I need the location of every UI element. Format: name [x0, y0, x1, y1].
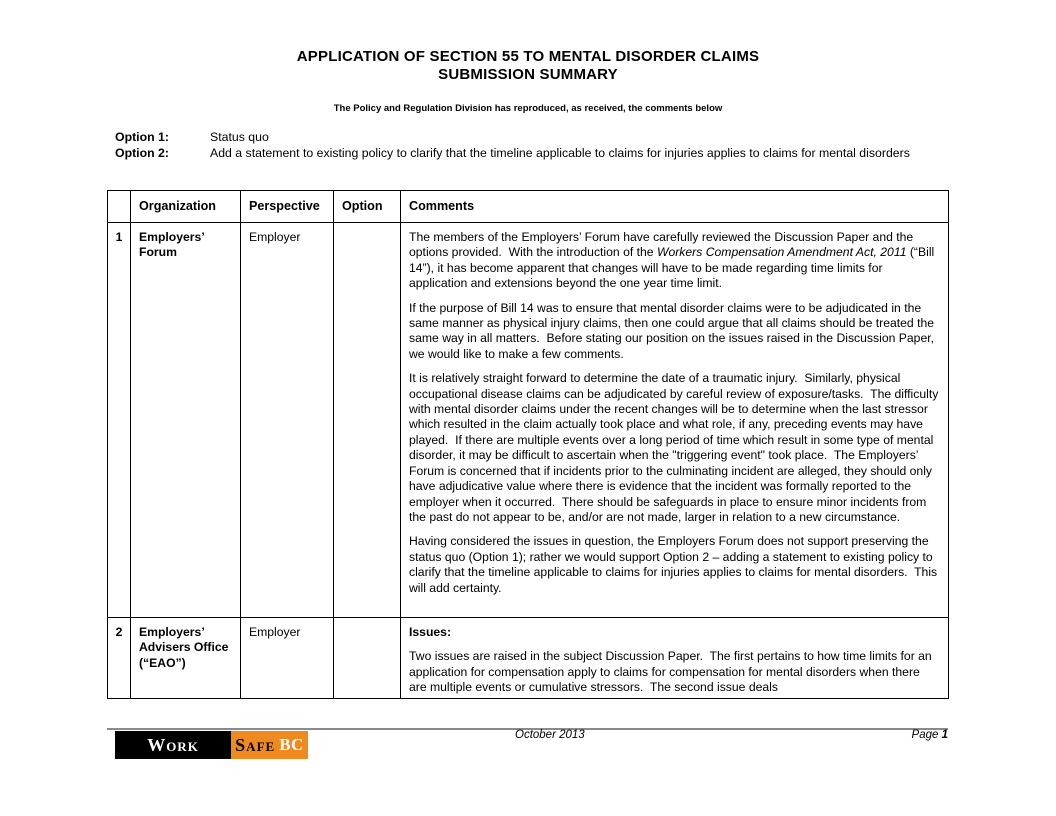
option-label: Option 2:: [115, 146, 169, 160]
table-header: [108, 191, 949, 223]
perspective-cell: Employer: [241, 618, 334, 699]
table-body: [108, 223, 949, 699]
option-row-1: [115, 129, 925, 145]
comments-cell: [401, 618, 949, 699]
comments-cell: [401, 223, 949, 618]
option-text: Add a statement to existing policy to clarify that the timeline applicable to claims for injuries applies to claims for mental disorders: [210, 146, 910, 160]
comment-paragraph: Having considered the issues in question, the Employers Forum does not support preserving the status quo (Option 1); rather we would support Option 2 – adding a statement to existing policy to clarify that the timeline applicable to claims for injuries applies to claims for mental disorders. This will add certainty.: [409, 534, 941, 595]
column-header-organization: Organization: [131, 191, 241, 223]
comment-paragraph: It is relatively straight forward to determine the date of a traumatic injury. Similarly, physical occupational disease claims can be adjudicated by careful review of exposure/tasks. The difficulty with mental disorder claims under the recent changes will be to determine when the last stressor which resulted in the claim actually took place and what role, if any, preceding events may have played. If there are multiple events over a long period of time which result in some type of mental disorder, it may be difficult to ascertain when the "triggering event" took place. The Employers’ Forum is concerned that if incidents prior to the culminating incident are alleged, they should only have adjudicative value where there is evidence that the incident was formally reported to the employer when it occurred. There should be safeguards in place to ensure minor incidents from the past do not appear to be, and/or are not made, larger in relation to a new circumstance.: [409, 371, 942, 524]
option-row-2: [115, 145, 925, 161]
column-header-num: [108, 191, 131, 223]
logo-work-text: Work: [147, 734, 199, 755]
document-subtitle: The Policy and Regulation Division has reproduced, as received, the comments below: [333, 103, 723, 114]
submission-summary-table: [107, 190, 949, 699]
column-header-comments: Comments: [401, 191, 949, 223]
column-header-option: Option: [334, 191, 401, 223]
worksafebc-logo: [115, 731, 308, 759]
page-label: Page: [911, 729, 939, 741]
table-row: [108, 223, 949, 618]
footer-page-number: [912, 729, 948, 741]
table-header-row: [108, 191, 949, 223]
title-line-1: APPLICATION OF SECTION 55 TO MENTAL DISORDER CLAIMS: [296, 48, 760, 65]
organization-cell: Employers’ Forum: [131, 223, 241, 618]
organization-cell: Employers’ Advisers Office (“EAO”): [131, 618, 241, 699]
option-cell: [334, 223, 401, 618]
option-cell: [334, 618, 401, 699]
logo-safebc-segment: [231, 731, 308, 759]
perspective-cell: Employer: [241, 223, 334, 618]
title-line-2: SUBMISSION SUMMARY: [438, 65, 618, 83]
comment-paragraph: Two issues are raised in the subject Discussion Paper. The first pertains to how time limits for an application for compensation apply to claims for compensation for mental disorders when there are multiple events or cumulative stressors. The second issue deals: [409, 649, 936, 695]
options-list: [115, 129, 925, 161]
logo-work-segment: [115, 731, 231, 759]
page-number: 1: [941, 729, 948, 741]
option-text: Status quo: [210, 130, 269, 144]
row-number: 1: [108, 223, 131, 618]
comment-paragraph: The members of the Employers’ Forum have carefully reviewed the Discussion Paper and the options provided. With the introduction of the Workers Compensation Amendment Act, 2011 (“Bill 14”), it has become apparent that changes will have to be made regarding time limits for application and extensions beyond the one year time limit.: [409, 230, 938, 291]
column-header-perspective: Perspective: [241, 191, 334, 223]
option-label: Option 1:: [115, 130, 169, 144]
comment-paragraph: Issues:: [409, 625, 452, 639]
comment-paragraph: If the purpose of Bill 14 was to ensure that mental disorder claims were to be adjudicated in the same manner as physical injury claims, then one could argue that all claims should be treated the same way in all matters. Before stating our position on the issues raised in the Discussion Paper, we would like to make a few comments.: [409, 300, 938, 361]
row-number: 2: [108, 618, 131, 699]
document-title: [0, 48, 1056, 83]
table-row: [108, 618, 949, 699]
footer-date: October 2013: [515, 729, 585, 741]
logo-bc-text: BC: [279, 735, 304, 754]
logo-safe-text: Safe: [235, 734, 276, 755]
